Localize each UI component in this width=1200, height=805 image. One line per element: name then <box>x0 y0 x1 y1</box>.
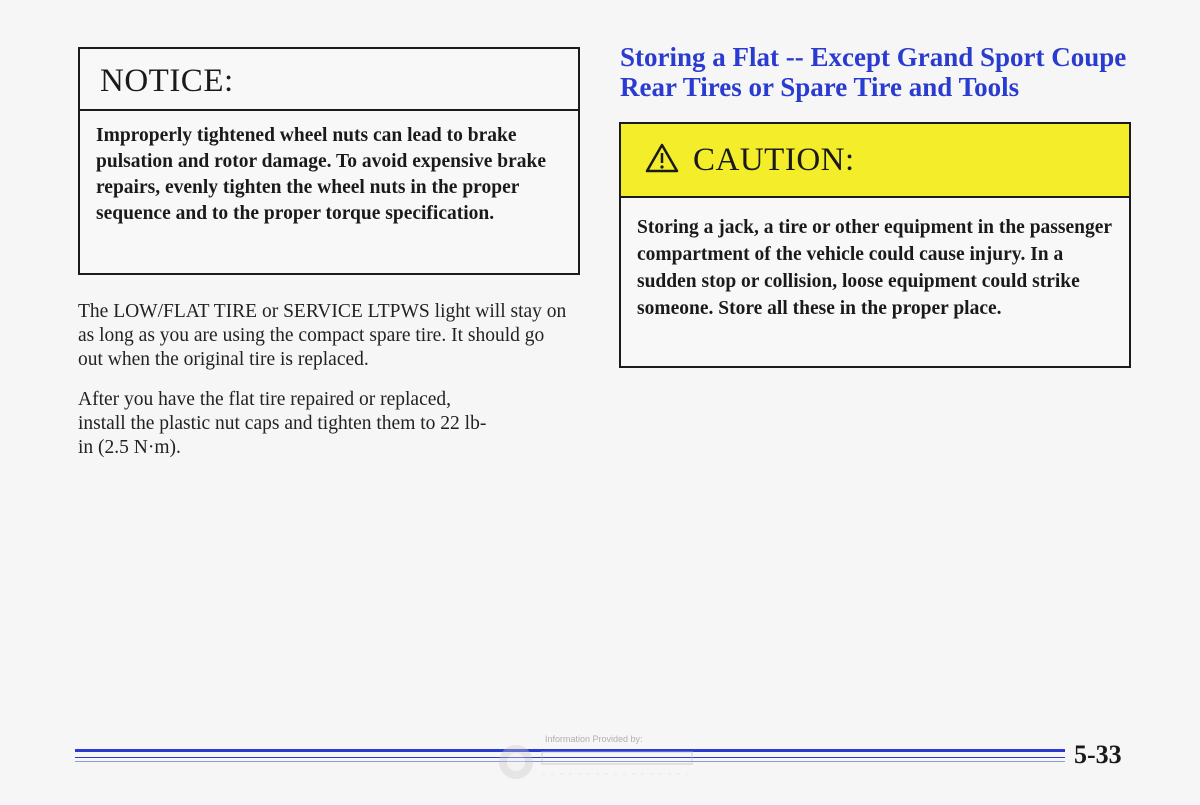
notice-body: Improperly tightened wheel nuts can lead to brake pulsation and rotor damage. To avoid expensive brake repairs, evenly tighten the wheel nuts in the proper sequence and to the proper torque specification. <box>96 125 547 224</box>
dealer-watermark-logo <box>496 740 696 784</box>
caution-body: Storing a jack, a tire or other equipment in the passenger compartment of the vehicle could cause injury. In a sudden stop or collision, loose equipment could strike someone. Store all these in the proper place. <box>637 217 1112 319</box>
warning-triangle-icon <box>645 143 679 178</box>
watermark-caption: Information Provided by: <box>545 734 643 744</box>
notice-title: NOTICE: <box>80 49 578 111</box>
section-heading: Storing a Flat -- Except Grand Sport Coupe Rear Tires or Spare Tire and Tools <box>620 42 1127 102</box>
caution-header <box>621 124 1129 198</box>
notice-box <box>78 47 580 275</box>
page-number: 5-33 <box>1074 740 1122 769</box>
paragraph-nut-caps: After you have the flat tire repaired or replaced, install the plastic nut caps and tighten them to 22 lb-in (2.5 N·m). <box>78 389 487 458</box>
paragraph-ltpws-light: The LOW/FLAT TIRE or SERVICE LTPWS light will stay on as long as you are using the compact spare tire. It should go out when the original tire is replaced. <box>78 301 567 370</box>
caution-title: CAUTION: <box>693 141 855 178</box>
caution-box <box>619 122 1131 368</box>
